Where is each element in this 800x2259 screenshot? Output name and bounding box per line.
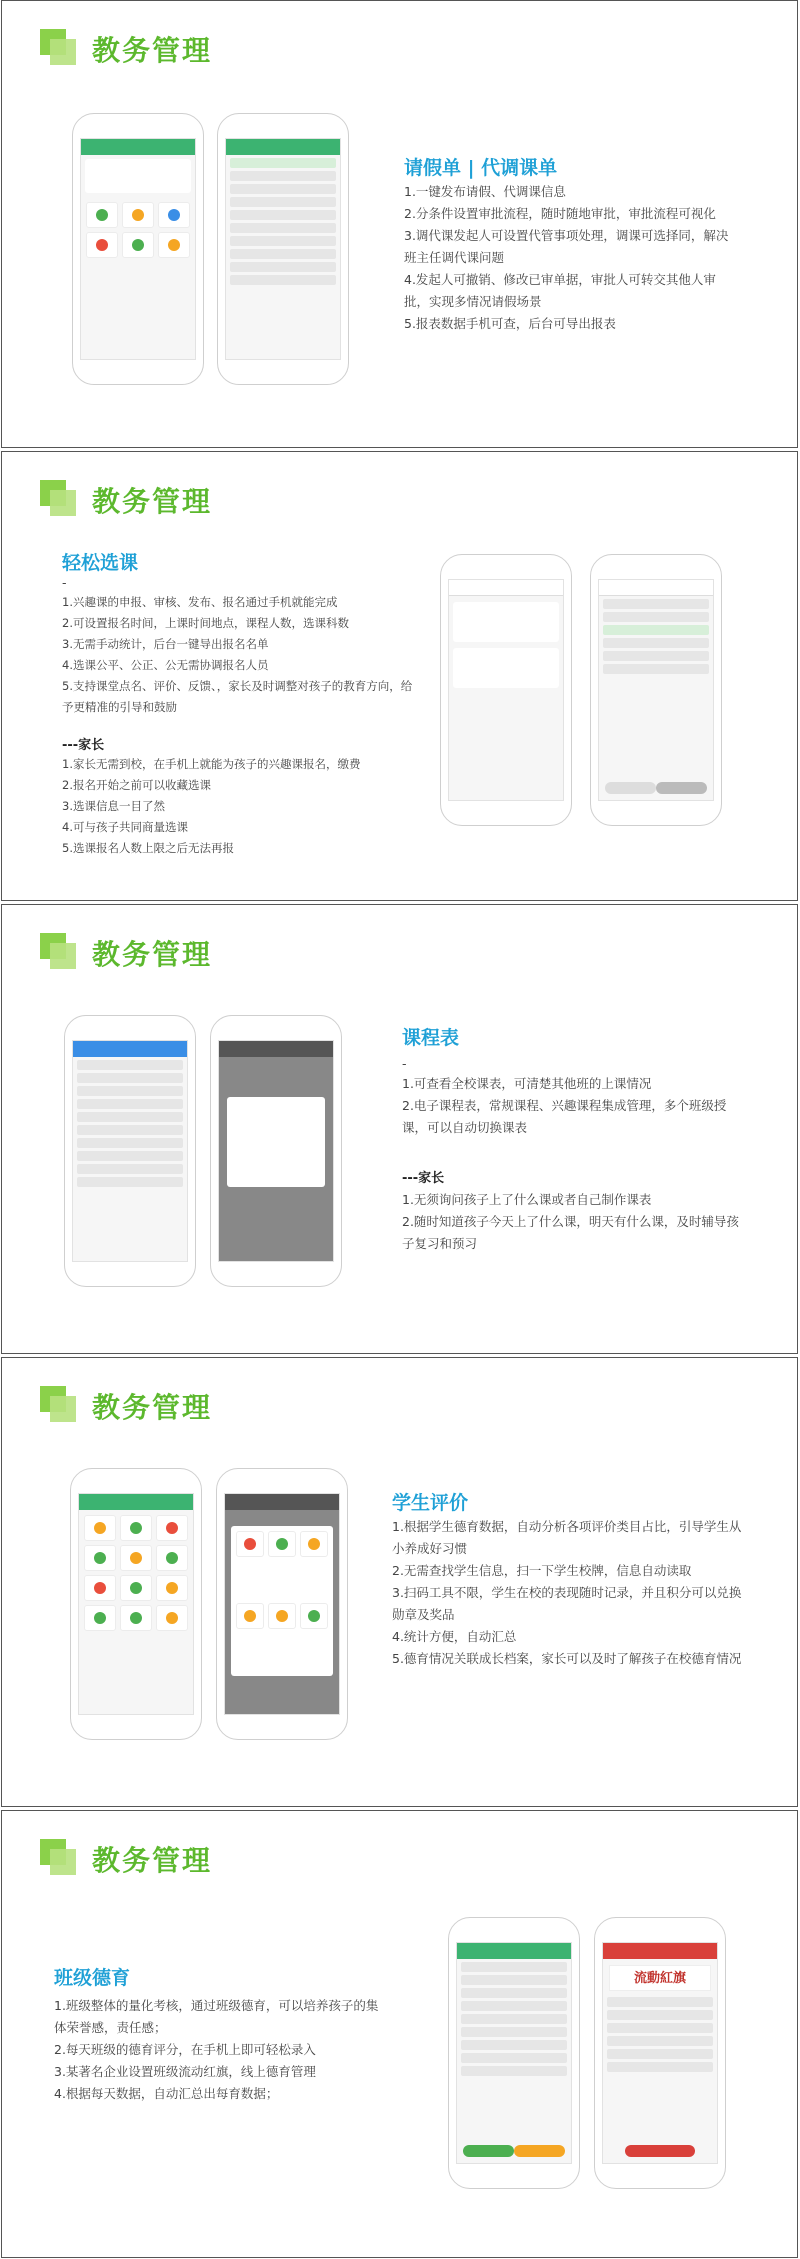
section-title: 教务管理	[92, 34, 213, 67]
section-title: 教务管理	[92, 1391, 213, 1424]
slide-course-selection	[1, 451, 798, 901]
feature-line: 5.报表数据手机可查，后台可导出报表	[404, 316, 616, 331]
phone-mockup-red-flag	[594, 1917, 726, 2189]
feature-line: 2.无需查找学生信息，扫一下学生校牌，信息自动读取	[392, 1563, 692, 1578]
parent-heading: ---家长	[62, 738, 105, 753]
slide-timetable	[1, 904, 798, 1354]
feature-list	[402, 1073, 742, 1139]
phone-mockup-student-card	[216, 1468, 348, 1740]
phone-mockup-leave-report	[217, 113, 349, 385]
parent-heading: ---家长	[402, 1171, 445, 1186]
section-logo	[40, 933, 76, 969]
section-logo	[40, 1839, 76, 1875]
feature-line: 3.调代课发起人可设置代管事项处理，调课可选择同，解决班主任调代课问题	[404, 228, 729, 265]
slide-student-evaluation	[1, 1357, 798, 1807]
parent-feature-line: 2.报名开始之前可以收藏选课	[62, 778, 211, 792]
section-logo	[40, 29, 76, 65]
parent-feature-line: 4.可与孩子共同商量选课	[62, 820, 188, 834]
section-heading: 学生评价	[392, 1492, 469, 1514]
parent-feature-line: 2.随时知道孩子今天上了什么课，明天有什么课，及时辅导孩子复习和预习	[402, 1214, 739, 1251]
feature-line: 4.统计方便，自动汇总	[392, 1629, 517, 1644]
feature-line: 1.班级整体的量化考核，通过班级德育，可以培养孩子的集体荣誉感，责任感；	[54, 1998, 379, 2035]
feature-line: 4.根据每天数据，自动汇总出每育数据；	[54, 2086, 279, 2101]
feature-line: 4.发起人可撤销、修改已审单据，审批人可转交其他人审批，实现多情况请假场景	[404, 272, 716, 309]
section-logo	[40, 1386, 76, 1422]
feature-list	[62, 592, 422, 718]
feature-line: 1.兴趣课的申报、审核、发布、报名通过手机就能完成	[62, 595, 338, 609]
parent-feature-line: 1.无须询问孩子上了什么课或者自己制作课表	[402, 1192, 652, 1207]
feature-line: 5.支持课堂点名、评价、反馈、，家长及时调整对孩子的教育方向，给予更精准的引导和鼓励	[62, 679, 413, 714]
feature-line: 3.无需手动统计，后台一键导出报名名单	[62, 637, 269, 651]
feature-line: 1.根据学生德育数据，自动分析各项评价类目占比，引导学生从小养成好习惯	[392, 1519, 742, 1556]
feature-line: 2.可设置报名时间，上课时间地点，课程人数，选课科数	[62, 616, 349, 630]
parent-feature-line: 1.家长无需到校，在手机上就能为孩子的兴趣课报名，缴费	[62, 757, 361, 771]
feature-line: 3.扫码工具不限，学生在校的表现随时记录，并且积分可以兑换勋章及奖品	[392, 1585, 742, 1622]
section-heading: 课程表	[402, 1027, 460, 1049]
section-title: 教务管理	[92, 938, 213, 971]
feature-line: 2.分条件设置审批流程，随时随地审批，审批流程可视化	[404, 206, 716, 221]
dash-marker: -	[62, 575, 67, 590]
red-flag-banner: 流動紅旗	[609, 1965, 711, 1991]
feature-line: 1.可查看全校课表，可清楚其他班的上课情况	[402, 1076, 652, 1091]
section-heading: 班级德育	[54, 1967, 131, 1989]
dash-marker: -	[402, 1056, 407, 1071]
slide-class-moral	[1, 1810, 798, 2258]
feature-line: 3.某著名企业设置班级流动红旗，线上德育管理	[54, 2064, 316, 2079]
feature-list	[54, 1995, 389, 2105]
phone-mockup-class-moral	[448, 1917, 580, 2189]
feature-list	[392, 1516, 742, 1670]
feature-line: 4.选课公平、公正、公无需协调报名人员	[62, 658, 269, 672]
parent-feature-line: 5.选课报名人数上限之后无法再报	[62, 841, 234, 855]
feature-line: 2.每天班级的德育评分，在手机上即可轻松录入	[54, 2042, 316, 2057]
feature-line: 1.一键发布请假、代调课信息	[404, 184, 566, 199]
phone-mockup-my-courses	[440, 554, 572, 826]
parent-feature-line: 3.选课信息一目了然	[62, 799, 165, 813]
slide-leave-request	[1, 0, 798, 448]
section-logo	[40, 480, 76, 516]
phone-mockup-timetable	[64, 1015, 196, 1287]
parent-feature-list	[402, 1189, 742, 1255]
feature-list	[404, 181, 739, 335]
section-title: 教务管理	[92, 485, 213, 518]
phone-mockup-course-detail	[590, 554, 722, 826]
phone-mockup-evaluation	[70, 1468, 202, 1740]
section-heading: 请假单 | 代调课单	[404, 157, 558, 179]
phone-mockup-class-picker	[210, 1015, 342, 1287]
section-heading: 轻松选课	[62, 552, 139, 574]
section-title: 教务管理	[92, 1844, 213, 1877]
feature-line: 2.电子课程表，常规课程、兴趣课程集成管理，多个班级授课，可以自动切换课表	[402, 1098, 727, 1135]
parent-feature-list	[62, 754, 422, 859]
phone-mockup-leave-home	[72, 113, 204, 385]
feature-line: 5.德育情况关联成长档案，家长可以及时了解孩子在校德育情况	[392, 1651, 742, 1666]
